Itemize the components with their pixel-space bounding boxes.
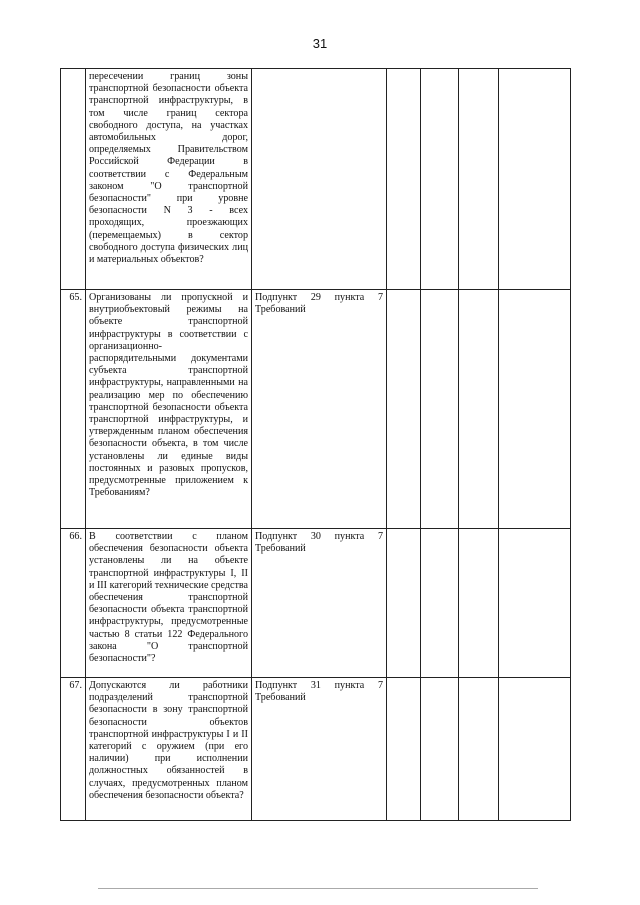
answer-no-cell[interactable] [421, 290, 459, 529]
table-row [61, 529, 571, 678]
table-row [61, 69, 571, 290]
question-text: Допускаются ли работники подразделений транспортной безопасности в зону транспортной безопасности объектов транспортной инфраструктуры I и II категорий с оружием (при его наличии) при исполнении должностных обязанностей в случаях, предусмотренных планом обеспечения безопасности объекта? [86, 678, 252, 821]
bottom-divider [98, 888, 538, 889]
question-text: пересечении границ зоны транспортной безопасности объекта транспортной инфраструктуры, в том числе границ сектора свободного доступа, на участках автомобильных дорог, определяемых Правительством Российской Федерации в соответствии с Федеральным законом "О транспортной безопасности" при уровне безопасности N 3 - всех проходящих, проезжающих (перемещаемых) в сектор свободного доступа физических лиц и материальных объектов? [86, 69, 252, 290]
question-text: Организованы ли пропускной и внутриобъектовый режимы на объекте транспортной инфраструктуры в соответствии с организационно-распорядительными документами субъекта транспортной инфраструктуры, направленными на реализацию мер по обеспечению транспортной безопасности объекта транспортной инфраструктуры, и утвержденным планом обеспечения безопасности объекта, в том числе установлены ли единые виды постоянных и разовых пропусков, предусмотренные приложением к Требованиям? [86, 290, 252, 529]
answer-no-cell[interactable] [421, 678, 459, 821]
note-cell[interactable] [499, 290, 571, 529]
answer-yes-cell[interactable] [387, 69, 421, 290]
note-cell[interactable] [499, 529, 571, 678]
item-number: 67. [61, 678, 86, 821]
answer-na-cell[interactable] [459, 678, 499, 821]
note-cell[interactable] [499, 678, 571, 821]
answer-yes-cell[interactable] [387, 290, 421, 529]
item-number: 65. [61, 290, 86, 529]
table-row [61, 290, 571, 529]
note-cell[interactable] [499, 69, 571, 290]
checklist-table [60, 68, 571, 821]
question-text: В соответствии с планом обеспечения безопасности объекта установлены ли на объекте транспортной инфраструктуры I, II и III категорий технические средства обеспечения транспортной безопасности объекта транспортной инфраструктуры, предусмотренные частью 8 статьи 122 Федерального закона "О транспортной безопасности"? [86, 529, 252, 678]
answer-na-cell[interactable] [459, 69, 499, 290]
item-number [61, 69, 86, 290]
answer-na-cell[interactable] [459, 529, 499, 678]
requirement-reference: Подпункт 30 пункта 7 Требований [252, 529, 387, 678]
table-row [61, 678, 571, 821]
answer-no-cell[interactable] [421, 69, 459, 290]
answer-no-cell[interactable] [421, 529, 459, 678]
requirement-reference: Подпункт 29 пункта 7 Требований [252, 290, 387, 529]
answer-na-cell[interactable] [459, 290, 499, 529]
requirement-reference [252, 69, 387, 290]
item-number: 66. [61, 529, 86, 678]
answer-yes-cell[interactable] [387, 678, 421, 821]
page-number: 31 [312, 36, 328, 51]
requirement-reference: Подпункт 31 пункта 7 Требований [252, 678, 387, 821]
answer-yes-cell[interactable] [387, 529, 421, 678]
